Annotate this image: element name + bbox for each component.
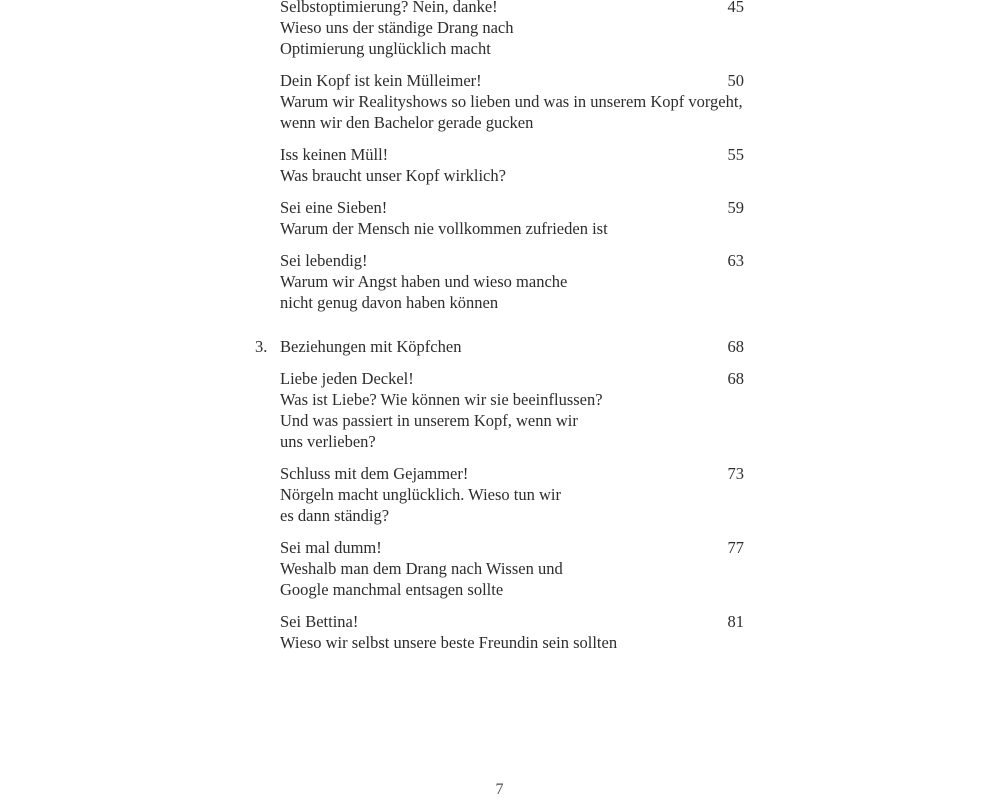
entry-subtitle-line: Wieso uns der ständige Drang nach [280,18,514,37]
entry-title: Sei eine Sieben! [280,198,388,217]
entry-subtitle-line: Nörgeln macht unglücklich. Wieso tun wir [280,485,562,504]
toc-entry [255,336,744,357]
entry-subtitle-line: Optimierung unglücklich macht [280,39,491,58]
entry-subtitle-line: Warum wir Realityshows so lieben und was in unserem Kopf vorgeht, [280,92,743,111]
entry-page-number: 59 [727,198,744,217]
toc-entry-row [255,0,744,17]
toc-entry [255,197,744,239]
entry-page-number: 73 [727,464,744,483]
entry-subtitle-line: Google manchmal entsagen sollte [280,580,504,599]
entry-subtitle-line: Warum wir Angst haben und wieso manche [280,272,568,291]
toc-entry-row [255,537,744,558]
toc-entry [255,368,744,452]
toc-entry-row [255,368,744,389]
toc-entry-row [255,250,744,271]
entry-title: Beziehungen mit Köpfchen [280,337,462,356]
entry-subtitle-block [255,484,744,526]
toc-entry [255,250,744,313]
entry-page-number: 68 [727,369,744,388]
entry-page-number: 50 [727,71,744,90]
table-of-contents [255,0,744,664]
entry-page-number: 55 [727,145,744,164]
entry-subtitle-block [255,17,744,59]
entry-page-number: 45 [727,0,744,16]
entry-subtitle-line: uns verlieben? [280,432,376,451]
entry-subtitle-block [255,165,744,186]
entry-title: Schluss mit dem Gejammer! [280,464,469,483]
toc-entry-row [255,463,744,484]
toc-entry-row [255,70,744,91]
entry-title: Dein Kopf ist kein Mülleimer! [280,71,482,90]
entry-subtitle-line: Warum der Mensch nie vollkommen zufrieden ist [280,219,608,238]
entry-title: Sei lebendig! [280,251,368,270]
entry-subtitle-line: Und was passiert in unserem Kopf, wenn wir [280,411,578,430]
entry-subtitle-line: es dann ständig? [280,506,390,525]
entry-title: Sei Bettina! [280,612,359,631]
toc-entry [255,70,744,133]
entry-page-number: 68 [727,337,744,356]
entry-subtitle-block [255,271,744,313]
toc-entry-row [255,336,744,357]
toc-entry-row [255,144,744,165]
entry-subtitle-line: Was ist Liebe? Wie können wir sie beeinflussen? [280,390,603,409]
toc-entry [255,611,744,653]
toc-entry [255,144,744,186]
entry-subtitle-block [255,91,744,133]
entry-subtitle-block [255,218,744,239]
toc-entry [255,537,744,600]
page-number-folio: 7 [495,781,504,798]
entry-page-number: 77 [727,538,744,557]
entry-subtitle-block [255,558,744,600]
toc-entry [255,0,744,59]
entry-subtitle-line: nicht genug davon haben können [280,293,499,312]
entry-subtitle-line: Weshalb man dem Drang nach Wissen und [280,559,563,578]
entry-subtitle-block [255,389,744,452]
entry-title: Liebe jeden Deckel! [280,369,414,388]
entry-page-number: 63 [727,251,744,270]
entry-subtitle-line: Wieso wir selbst unsere beste Freundin sein sollten [280,633,618,652]
entry-page-number: 81 [727,612,744,631]
entry-subtitle-line: Was braucht unser Kopf wirklich? [280,166,506,185]
toc-entry [255,463,744,526]
toc-entry-row [255,611,744,632]
chapter-number: 3. [255,337,268,356]
entry-title: Iss keinen Müll! [280,145,389,164]
entry-subtitle-line: wenn wir den Bachelor gerade gucken [280,113,534,132]
entry-title: Selbstoptimierung? Nein, danke! [280,0,498,16]
entry-title: Sei mal dumm! [280,538,382,557]
toc-entry-row [255,197,744,218]
entry-subtitle-block [255,632,744,653]
